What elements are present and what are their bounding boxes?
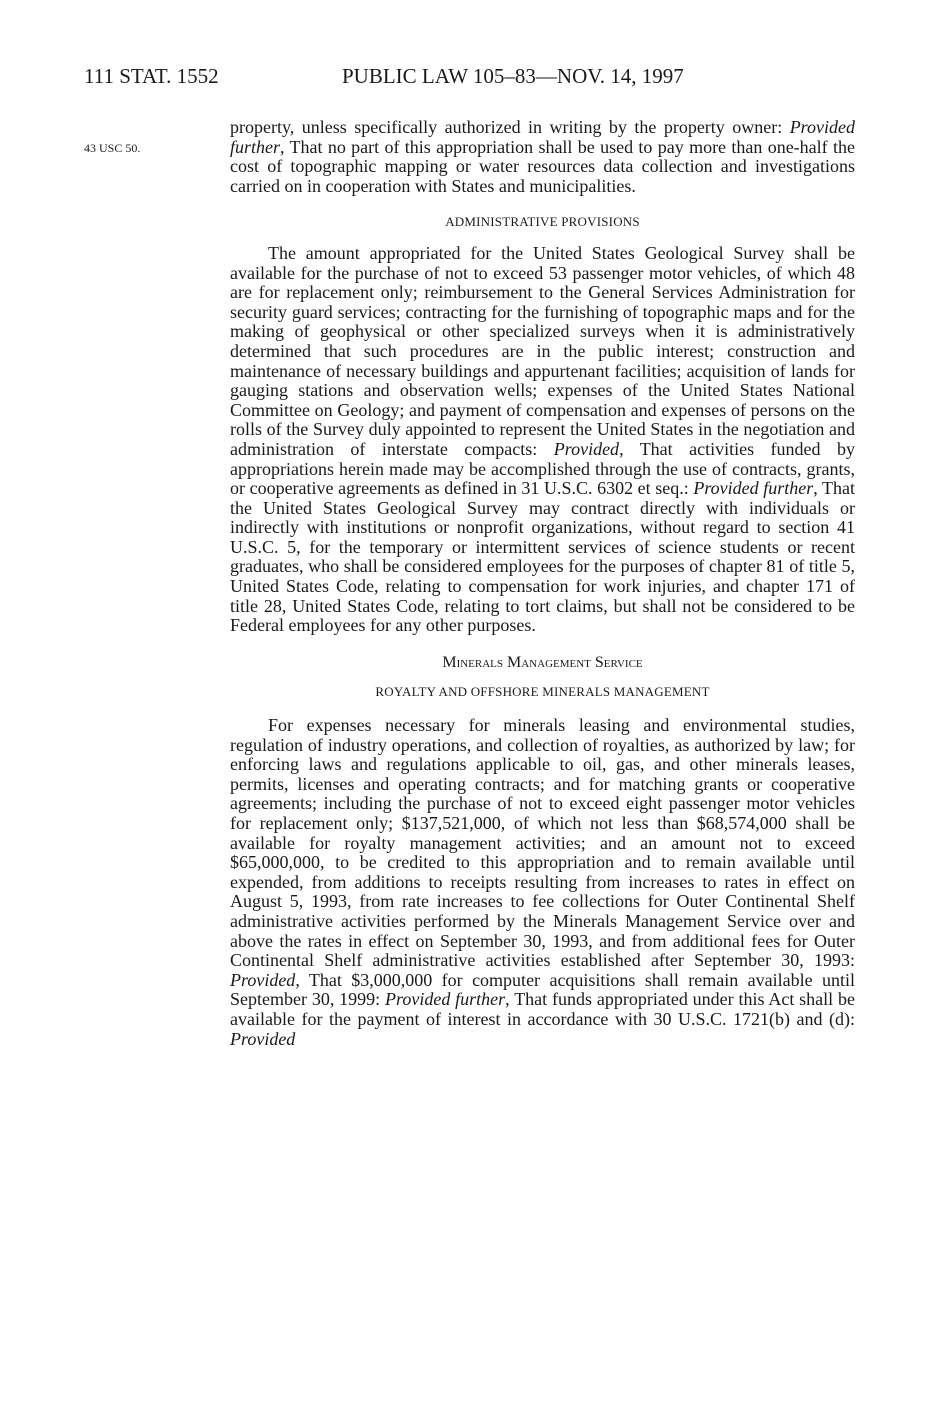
heading-royalty-offshore: ROYALTY AND OFFSHORE MINERALS MANAGEMENT [375,684,710,700]
italic-proviso: Provided [230,1028,296,1049]
public-law-reference: PUBLIC LAW 105–83—NOV. 14, 1997 [342,64,684,88]
paragraph-continuation [230,118,855,196]
text-run: property, unless specifically authorized in writing by the property owner: [230,117,790,137]
paragraph-administrative [230,244,855,636]
text-run: , That activities funded by appropriations herein made may be accomplished through the use of contracts, grants, or cooperative agreements as defined in 31 U.S.C. 6302 et seq.: [230,438,855,499]
text-run: , That the United States Geological Survey may contract directly with individuals or indirectly with institutions or nonprofit organizations, without regard to section 41 U.S.C. 5, for the temporary or intermittent services of science students or recent graduates, who shall be considered employees for the purposes of chapter 81 of title 5, United States Code, relating to compensation for work injuries, and chapter 171 of title 28, United States Code, relating to tort claims, but shall not be considered to be Federal employees for any other purposes. [230,478,855,636]
text-run: , That funds appropriated under this Act shall be available for the payment of interest in accordance with 30 U.S.C. 1721(b) and (d): [230,989,856,1029]
margin-citation: 43 USC 50. [84,141,141,155]
text-run: , That no part of this appropriation shall be used to pay more than one-half the cost of topographic mapping or water resources data collection and investigations carried on in cooperation with States and municipalities. [230,136,855,196]
italic-proviso: Provided [230,969,296,990]
heading-administrative-provisions: ADMINISTRATIVE PROVISIONS [445,214,640,230]
text-run: , That $3,000,000 for computer acquisitions shall remain available until September 30, 1999: [230,969,855,1010]
italic-proviso: Provided [553,438,620,459]
statute-reference: 111 STAT. 1552 [84,64,219,88]
italic-proviso: Provided further [385,989,506,1010]
italic-proviso: Provided further [693,478,814,499]
heading-minerals-management-service: Minerals Management Service [442,653,643,671]
page-header [84,64,844,94]
paragraph-royalty [230,716,855,1049]
text-run: The amount appropriated for the United States Geological Survey shall be available for the purchase of not to exceed 53 passenger motor vehicles, of which 48 are for replacement only; reimbursement to the General Services Administration for security guard services; contracting for the furnishing of topographic maps and for the making of geophysical or other specialized surveys when it is administratively determined that such procedures are in the public interest; construction and maintenance of necessary buildings and appurtenant facilities; acquisition of lands for gauging stations and observation wells; expenses of the United States National Committee on Geology; and payment of compensation and expenses of persons on the rolls of the Survey duly appointed to represent the United States in the negotiation and administration of interstate compacts: [230,242,855,459]
italic-proviso: Provided further [230,117,855,157]
text-run: For expenses necessary for minerals leasing and environmental studies, regulation of industry operations, and collection of royalties, as authorized by law; for enforcing laws and regulations applicable to oil, gas, and other minerals leases, permits, licenses and operating contracts; and for matching grants or cooperative agreements; including the purchase of not to exceed eight passenger motor vehicles for replacement only; $137,521,000, of which not less than $68,574,000 shall be available for royalty management activities; and an amount not to exceed $65,000,000, to be credited to this appropriation and to remain available until expended, from additions to receipts resulting from increases to rates in effect on August 5, 1993, from rate increases to fee collections for Outer Continental Shelf administrative activities performed by the Minerals Management Service over and above the rates in effect on September 30, 1993, and from additional fees for Outer Continental Shelf administrative activities established after September 30, 1993: [230,715,855,971]
main-text-column [230,118,855,1049]
